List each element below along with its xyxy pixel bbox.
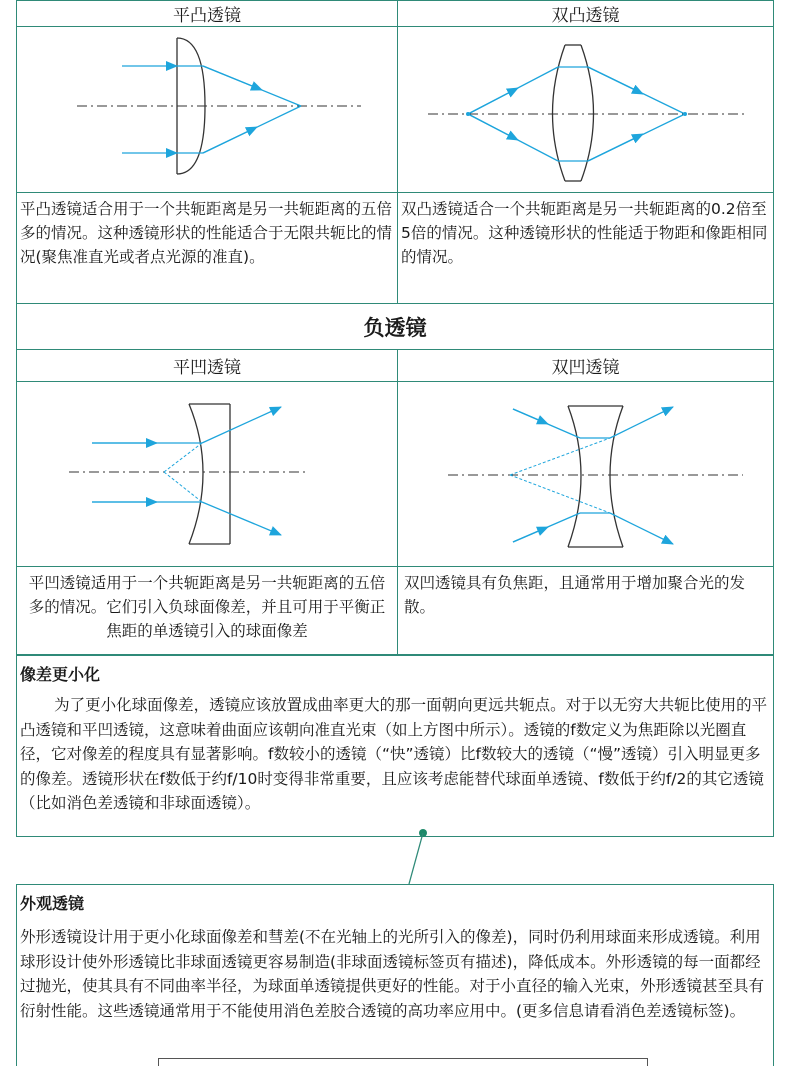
- bi-concave-text: 双凹透镜具有负焦距，且通常用于增加聚合光的发散。: [404, 574, 746, 616]
- bi-convex-diagram: [397, 26, 774, 193]
- bi-concave-description: [397, 566, 774, 655]
- bi-convex-title: 双凸透镜: [551, 6, 620, 26]
- best-form-lens-box: [16, 884, 774, 1066]
- plano-convex-description: [16, 192, 398, 304]
- minimize-aberration-box: [16, 655, 774, 837]
- virtual-ray-bottom: [510, 475, 610, 513]
- minimize-aberration-title: 像差更小化: [20, 665, 101, 684]
- plano-convex-title: 平凸透镜: [173, 6, 241, 26]
- bi-concave-lens-figure: [398, 382, 773, 566]
- virtual-ray-bottom: [164, 472, 202, 502]
- bi-concave-header: [397, 349, 774, 382]
- plano-concave-header: [16, 349, 398, 382]
- bi-concave-diagram: [397, 381, 774, 567]
- minimize-aberration-body: 为了更小化球面像差，透镜应该放置成曲率更大的那一面朝向更远共轭点。对于以无穷大共轭比使用的平凸透镜和平凹透镜，这意味着曲面应该朝向准直光束（如上方图中所示）。透镜的f数定义为焦距除以光圈直径，它对像差的程度具有显著影响。f数较小的透镜（“快”透镜）比f数较大的透镜（“慢”透镜）引入明显更多的像差。透镜形状在f数低于约f/10时变得非常重要，且应该考虑能替代球面单透镜、f数低于约f/2的其它透镜（比如消色差透镜和非球面透镜）。: [20, 696, 768, 812]
- best-form-body: 外形透镜设计用于更小化球面像差和彗差(不在光轴上的光所引入的像差)，同时仍利用球面来形成透镜。利用球形设计使外形透镜比非球面透镜更容易制造(非球面透镜标签页有描述)，降低成本。外形透镜的每一面都经过抛光，使其具有不同曲率半径，为球面单透镜提供更好的性能。对于小直径的输入光束，外形透镜甚至具有衍射性能。这些透镜通常用于不能使用消色差胶合透镜的高功率应用中。(更多信息请看消色差透镜标签)。: [20, 928, 765, 1020]
- plano-convex-lens-figure: [17, 27, 397, 192]
- bi-concave-title: 双凹透镜: [551, 358, 620, 378]
- virtual-ray-top: [164, 443, 202, 472]
- concave-surface: [189, 404, 203, 544]
- virtual-ray-top: [510, 438, 610, 475]
- negative-lens-title: 负透镜: [363, 315, 427, 340]
- left-concave-surface: [568, 406, 581, 547]
- plano-concave-description: [16, 566, 398, 655]
- plano-concave-text: 平凹透镜适用于一个共轭距离是另一共轭距离的五倍多的情况。它们引入负球面像差，并且可用于平衡正焦距的单透镜引入的球面像差: [28, 574, 386, 640]
- bi-convex-header: [397, 0, 774, 27]
- bottom-frame-edge: [158, 1058, 648, 1066]
- bi-convex-description: [397, 192, 774, 304]
- bi-convex-text: 双凸透镜适合一个共轭距离是另一共轭距离的0.2倍至5倍的情况。这种透镜形状的性能适于物距和像距相同的情况。: [401, 200, 768, 266]
- best-form-title: 外观透镜: [20, 894, 85, 913]
- plano-concave-lens-figure: [17, 382, 397, 566]
- bi-convex-lens-figure: [398, 27, 773, 192]
- plano-concave-title: 平凹透镜: [173, 358, 241, 378]
- right-concave-surface: [610, 406, 623, 547]
- negative-lens-section-header: [16, 303, 774, 350]
- plano-convex-text: 平凸透镜适合用于一个共轭距离是另一共轭距离的五倍多的情况。这种透镜形状的性能适合于无限共轭比的情况(聚焦准直光或者点光源的准直)。: [20, 200, 393, 266]
- plano-convex-diagram: [16, 26, 398, 193]
- plano-concave-diagram: [16, 381, 398, 567]
- connector-line: [400, 828, 440, 888]
- plano-convex-header: [16, 0, 398, 27]
